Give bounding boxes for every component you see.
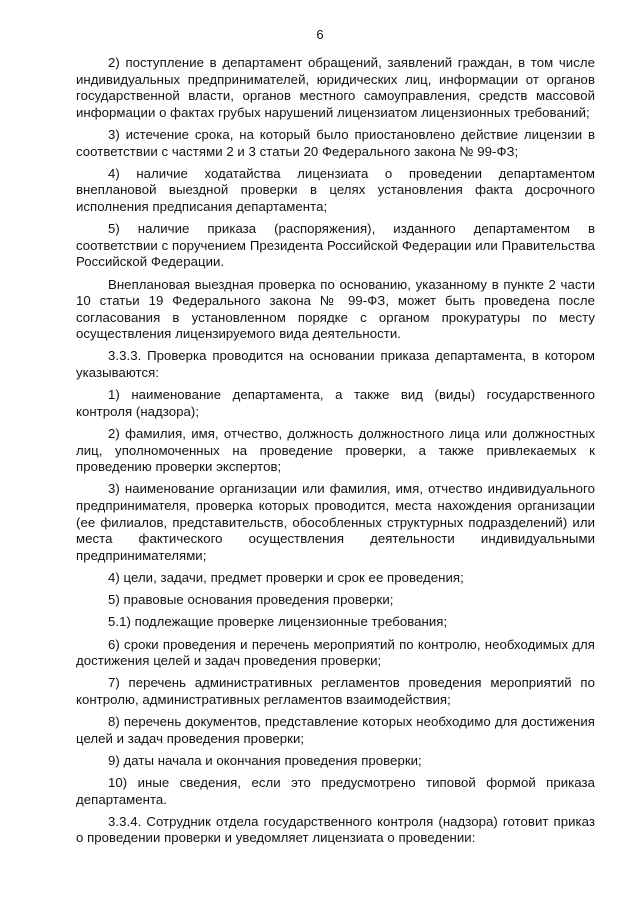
paragraph: 3) истечение срока, на который было приостановлено действие лицензии в соответствии с частями 2 и 3 статьи 20 Федерального закона № 99-ФЗ; — [76, 126, 595, 159]
paragraph: 8) перечень документов, представление которых необходимо для достижения целей и задач проведения проверки; — [76, 714, 595, 746]
paragraph: 3.3.4. Сотрудник отдела государственного контроля (надзора) готовит приказ о проведении проверки и уведомляет лицензиата о проведении: — [76, 813, 595, 846]
document-body — [76, 55, 595, 853]
paragraph: 2) поступление в департамент обращений, заявлений граждан, в том числе индивидуальных предпринимателей, юридических лиц, информации от органов государственной власти, органов местного самоуправления, средств массовой информации о фактах грубых нарушений лицензиатом лицензионных требований; — [76, 55, 595, 120]
paragraph: 5) правовые основания проведения проверки; — [108, 592, 394, 608]
paragraph: 1) наименование департамента, а также вид (виды) государственного контроля (надзора); — [76, 387, 595, 419]
paragraph: 4) цели, задачи, предмет проверки и срок ее проведения; — [108, 569, 464, 585]
paragraph: 7) перечень административных регламентов проведения мероприятий по контролю, административных регламентов взаимодействия; — [76, 675, 595, 707]
paragraph: 4) наличие ходатайства лицензиата о проведении департаментом внеплановой выездной проверки в целях установления факта досрочного исполнения предписания департамента; — [76, 165, 595, 214]
paragraph: 9) даты начала и окончания проведения проверки; — [108, 752, 422, 768]
paragraph: 6) сроки проведения и перечень мероприятий по контролю, необходимых для достижения целей и задач проведения проверки; — [76, 636, 595, 669]
paragraph: 10) иные сведения, если это предусмотрено типовой формой приказа департамента. — [76, 775, 595, 807]
paragraph: Внеплановая выездная проверка по основанию, указанному в пункте 2 части 10 статьи 19 Федерального закона № 99-ФЗ, может быть проведена после согласования в установленном порядке с органом прокуратуры по месту осуществления лицензируемого вида деятельности. — [76, 276, 595, 342]
paragraph: 3) наименование организации или фамилия, имя, отчество индивидуального предпринимателя, проверка которых проводится, места нахождения организации (ее филиалов, представительств, обособленных структурных подразделений) или места фактического осуществления деятельности индивидуальными предпринимателями; — [76, 481, 595, 563]
paragraph: 5) наличие приказа (распоряжения), изданного департаментом в соответствии с поручением Президента Российской Федерации или Правительства Российской Федерации. — [76, 221, 595, 270]
paragraph: 3.3.3. Проверка проводится на основании приказа департамента, в котором указываются: — [76, 348, 595, 381]
paragraph: 5.1) подлежащие проверке лицензионные требования; — [108, 614, 448, 630]
page-number: 6 — [316, 27, 324, 42]
paragraph: 2) фамилия, имя, отчество, должность должностного лица или должностных лиц, уполномоченных на проведение проверки, а также привлекаемых к проведению проверки экспертов; — [76, 426, 595, 475]
